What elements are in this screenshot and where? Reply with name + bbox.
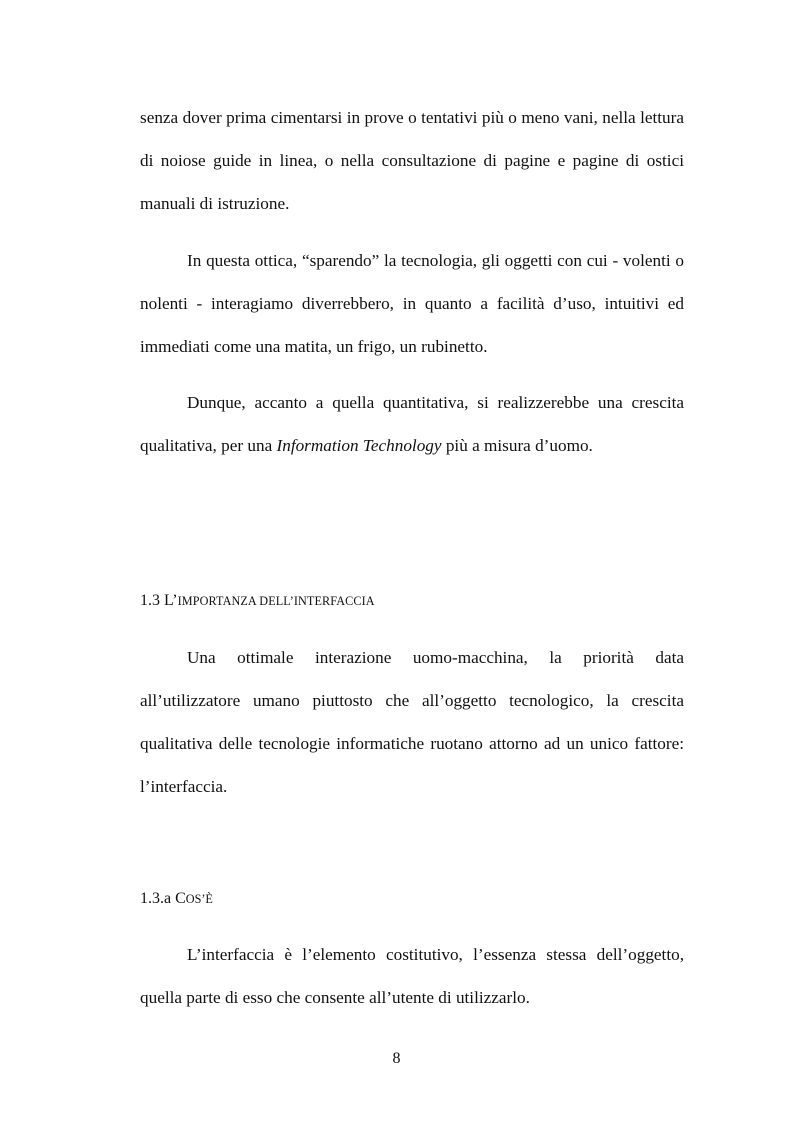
section-heading [140,592,375,610]
subsection-title-rest: OS’È [185,892,213,906]
subsection-title-initial: C [175,890,186,907]
paragraph-sparendo-tecnologia: In questa ottica, “sparendo” la tecnologia, gli oggetti con cui - volenti o nolenti - interagiamo diverrebbero, in quanto a facilità d’uso, intuitivi ed immediati come una matita, un frigo, un rubinetto. [140,251,684,356]
paragraph-crescita-qualitativa [140,381,684,467]
paragraph-continuation: senza dover prima cimentarsi in prove o tentativi più o meno vani, nella lettura di noiose guide in linea, o nella consultazione di pagine e pagine di ostici manuali di istruzione. [140,108,684,213]
page-number: 8 [392,1050,401,1067]
section-number: 1.3 [140,592,160,609]
paragraph-text: Dunque, accanto a quella quantitativa, si realizzerebbe una crescita qualitativa, per una [140,393,684,455]
paragraph-text: più a misura d’uomo. [441,436,593,455]
section-title-initial: L’ [164,592,178,609]
italic-term: Information Technology [276,436,442,455]
subsection-heading [140,890,213,908]
section-title-rest: IMPORTANZA DELL’INTERFACCIA [177,594,375,608]
paragraph-interfaccia-definizione: L’interfaccia è l’elemento costitutivo, l’essenza stessa dell’oggetto, quella parte di esso che consente all’utente di utilizzarlo. [140,945,684,1007]
paragraph-interazione: Una ottimale interazione uomo-macchina, la priorità data all’utilizzatore umano piuttosto che all’oggetto tecnologico, la crescita qualitativa delle tecnologie informatiche ruotano attorno ad un unico fattore: l’interfaccia. [140,648,684,796]
subsection-number: 1.3.a [140,890,172,907]
